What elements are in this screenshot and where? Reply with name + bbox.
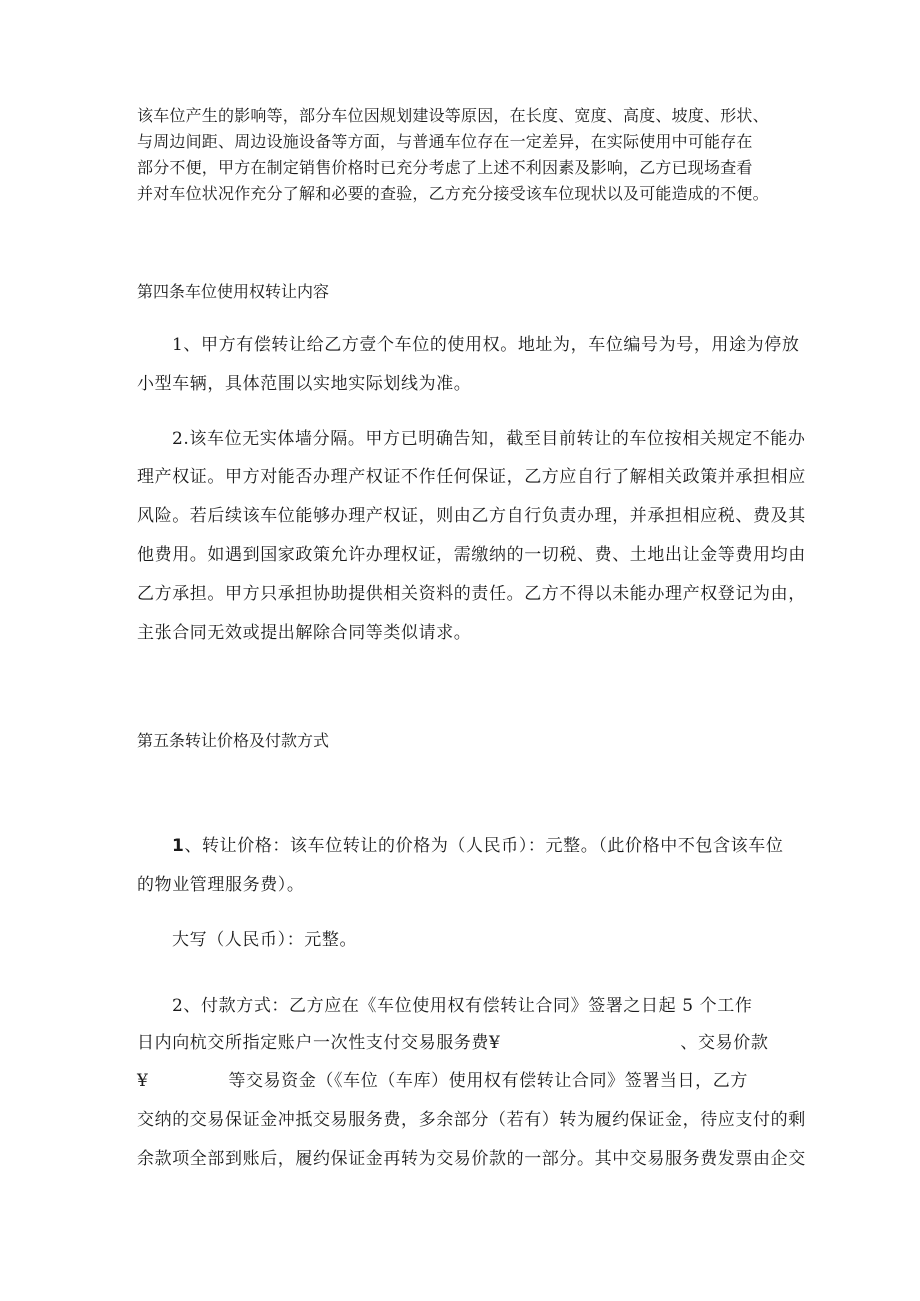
article-5-p1-text: 、转让价格：该车位转让的价格为（人民币）：元整。（此价格中不包含该车位 bbox=[184, 836, 784, 856]
intro-line-4: 并对车位状况作充分了解和必要的查验，乙方充分接受该车位现状以及可能造成的不便。 bbox=[137, 184, 769, 203]
article-5-p2-line-3-text: 等交易资金（《车位（车库）使用权有偿转让合同》签署当日，乙方 bbox=[228, 1071, 748, 1091]
article-5-p1-line-2: 的物业管理服务费）。 bbox=[137, 875, 305, 895]
intro-line-3: 部分不便，甲方在制定销售价格时已充分考虑了上述不利因素及影响，乙方已现场查看 bbox=[137, 158, 753, 177]
article-5-heading: 第五条转让价格及付款方式 bbox=[137, 731, 330, 750]
article-4-p1-line-2: 小型车辆，具体范围以实地实际划线为准。 bbox=[137, 374, 472, 394]
intro-line-2: 与周边间距、周边设施设备等方面，与普通车位存在一定差异，在实际使用中可能存在 bbox=[137, 132, 753, 151]
article-4-p2-line-6: 主张合同无效或提出解除合同等类似请求。 bbox=[137, 623, 472, 643]
article-4-heading: 第四条车位使用权转让内容 bbox=[137, 282, 330, 301]
article-5-p1-line-1 bbox=[172, 836, 783, 856]
transaction-price-label: 、交易价款 bbox=[680, 1033, 769, 1053]
article-5-p2-line-1: 2、付款方式：乙方应在《车位使用权有偿转让合同》签署之日起 5 个工作 bbox=[172, 996, 753, 1016]
intro-line-1: 该车位产生的影响等，部分车位因规划建设等原因，在长度、宽度、高度、坡度、形状、 bbox=[137, 106, 769, 125]
service-fee-label: 日内向杭交所指定账户一次性支付交易服务费¥ bbox=[137, 1033, 501, 1053]
article-4-p1-line-1: 1、甲方有偿转让给乙方壹个车位的使用权。地址为，车位编号为号，用途为停放 bbox=[172, 335, 800, 355]
article-5-p2-line-5: 余款项全部到账后，履约保证金再转为交易价款的一部分。其中交易服务费发票由企交 bbox=[137, 1149, 806, 1169]
article-4-p2-line-1: 2.该车位无实体墙分隔。甲方已明确告知，截至目前转让的车位按相关规定不能办 bbox=[172, 429, 806, 449]
yen-sign: ¥ bbox=[137, 1071, 149, 1091]
article-5-daxie-line: 大写（人民币）：元整。 bbox=[172, 930, 358, 950]
article-5-p2-line-2 bbox=[137, 1033, 768, 1053]
article-5-p2-line-4: 交纳的交易保证金冲抵交易服务费，多余部分（若有）转为履约保证金，待应支付的剩 bbox=[137, 1110, 806, 1130]
article-4-p2-line-3: 风险。若后续该车位能够办理产权证，则由乙方自行负责办理，并承担相应税、费及其 bbox=[137, 506, 806, 526]
article-4-p2-line-4: 他费用。如遇到国家政策允许办理权证，需缴纳的一切税、费、土地出让金等费用均由 bbox=[137, 545, 806, 565]
article-5-p1-number: 1 bbox=[172, 836, 185, 856]
article-4-p2-line-5: 乙方承担。甲方只承担协助提供相关资料的责任。乙方不得以未能办理产权登记为由， bbox=[137, 584, 806, 604]
article-5-p2-line-3 bbox=[137, 1071, 748, 1091]
article-4-p2-line-2: 理产权证。甲方对能否办理产权证不作任何保证，乙方应自行了解相关政策并承担相应 bbox=[137, 467, 806, 487]
